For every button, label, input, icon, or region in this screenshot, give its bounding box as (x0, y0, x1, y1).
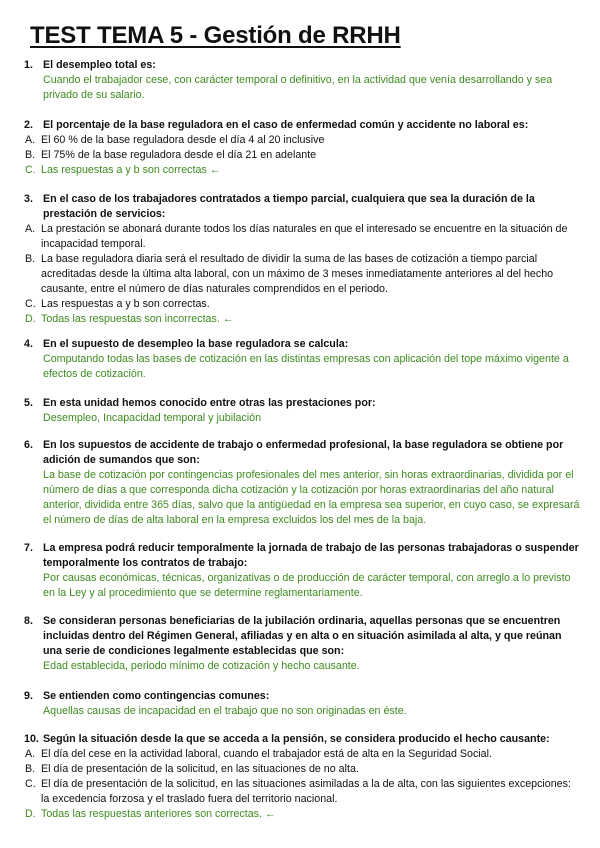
option-text: El día del cese en la actividad laboral, cuando el trabajador está de alta en la Seguridad Social. (41, 748, 492, 760)
option-letter: B. (25, 149, 36, 161)
question-number: 10. (24, 733, 39, 745)
option-b (24, 762, 580, 777)
option-text: Todas las respuestas son incorrectas. ← (41, 313, 234, 325)
question-header (24, 689, 580, 704)
option-letter: A. (25, 748, 36, 760)
option-b (24, 148, 580, 163)
answer-text: Computando todas las bases de cotización en las distintas empresas con aplicación del tope máximo vigente a efectos de cotización. (43, 353, 569, 380)
answer-text: La base de cotización por contingencias profesionales del mes anterior, sin horas extraordinarias, dividida por el número de días a que corresponda dicha cotización y la cotización por horas extraordinarias del año natural anterior, dividida entre 365 días, salvo que la antigüedad en la empresa sea superior, en cuyo caso, se expresará el número de días de alta laboral en la empresa excluidos los del mes de la baja. (43, 469, 580, 526)
question-text: El desempleo total es: (43, 59, 156, 71)
question-number: 4. (24, 338, 33, 350)
question-number: 7. (24, 542, 33, 554)
question-header (24, 58, 580, 73)
option-letter: B. (25, 253, 36, 265)
option-c (24, 297, 580, 312)
option-text: El 75% de la base reguladora desde el día 21 en adelante (41, 149, 317, 161)
option-letter: A. (25, 134, 36, 146)
option-text: El día de presentación de la solicitud, en las situaciones de no alta. (41, 763, 359, 775)
question-5 (24, 396, 580, 426)
option-b (24, 252, 580, 297)
answer-text: Edad establecida, periodo mínimo de cotización y hecho causante. (43, 660, 360, 672)
option-c (24, 777, 580, 807)
question-6 (24, 438, 580, 528)
question-7 (24, 541, 580, 601)
option-letter: D. (25, 808, 36, 820)
question-number: 1. (24, 59, 33, 71)
option-letter: D. (25, 313, 36, 325)
answer-text: Por causas económicas, técnicas, organizativas o de producción de carácter temporal, con arreglo a lo previsto en la Ley y al procedimiento que se determine reglamentariamente. (43, 572, 571, 599)
question-text: Se entienden como contingencias comunes: (43, 690, 270, 702)
option-c (24, 163, 580, 178)
question-header (24, 192, 580, 222)
question-9 (24, 689, 580, 719)
question-number: 5. (24, 397, 33, 409)
option-text: Las respuestas a y b son correctas. (41, 298, 210, 310)
question-text: La empresa podrá reducir temporalmente la jornada de trabajo de las personas trabajadoras o suspender temporalmente los contratos de trabajo: (43, 542, 579, 569)
answer-text: Aquellas causas de incapacidad en el trabajo que no son originadas en éste. (43, 705, 407, 717)
question-header (24, 732, 580, 747)
option-a (24, 222, 580, 252)
option-text: El 60 % de la base reguladora desde el día 4 al 20 inclusive (41, 134, 325, 146)
question-number: 2. (24, 119, 33, 131)
option-letter: C. (25, 298, 36, 310)
option-d (24, 807, 580, 822)
page-title: TEST TEMA 5 - Gestión de RRHH (30, 22, 401, 49)
question-number: 9. (24, 690, 33, 702)
question-number: 6. (24, 439, 33, 451)
option-a (24, 747, 580, 762)
question-number: 3. (24, 193, 33, 205)
question-header (24, 614, 580, 659)
question-header (24, 396, 580, 411)
question-header (24, 337, 580, 352)
question-number: 8. (24, 615, 33, 627)
question-text: En esta unidad hemos conocido entre otras las prestaciones por: (43, 397, 376, 409)
question-header (24, 118, 580, 133)
question-4 (24, 337, 580, 382)
option-text: Todas las respuestas anteriores son correctas. ← (41, 808, 276, 820)
question-3 (24, 192, 580, 327)
question-2 (24, 118, 580, 178)
question-text: En el caso de los trabajadores contratados a tiempo parcial, cualquiera que sea la duración de la prestación de servicios: (43, 193, 535, 220)
question-header (24, 438, 580, 468)
option-letter: C. (25, 778, 36, 790)
question-text: En los supuestos de accidente de trabajo o enfermedad profesional, la base reguladora se obtiene por adición de sumandos que son: (43, 439, 564, 466)
question-1 (24, 58, 580, 103)
option-a (24, 133, 580, 148)
option-text: La prestación se abonará durante todos los días naturales en que el interesado se encuentre en la situación de incapacidad temporal. (41, 223, 568, 250)
question-text: En el supuesto de desempleo la base reguladora se calcula: (43, 338, 349, 350)
option-text: Las respuestas a y b son correctas ← (41, 164, 221, 176)
answer-text: Desempleo, Incapacidad temporal y jubilación (43, 412, 262, 424)
option-d (24, 312, 580, 327)
question-8 (24, 614, 580, 674)
question-text: Se consideran personas beneficiarias de la jubilación ordinaria, aquellas personas que se encuentren incluidas dentro del Régimen General, afiliadas y en alta o en situación asimilada al alta, y que reúnan una serie de condiciones legalmente establecidas que son: (43, 615, 562, 657)
question-text: El porcentaje de la base reguladora en el caso de enfermedad común y accidente no laboral es: (43, 119, 529, 131)
option-text: El día de presentación de la solicitud, en las situaciones asimiladas a la de alta, con las siguientes excepciones: la excedencia forzosa y el traslado fuera del territorio nacional. (41, 778, 571, 805)
option-letter: B. (25, 763, 36, 775)
question-10 (24, 732, 580, 822)
option-letter: C. (25, 164, 36, 176)
question-header (24, 541, 580, 571)
option-letter: A. (25, 223, 36, 235)
option-text: La base reguladora diaria será el resultado de dividir la suma de las bases de cotización a tiempo parcial acreditadas desde la última alta laboral, con un máximo de 3 meses inmediatamente anteriores al del hecho causante, entre el número de días naturales comprendidos en el periodo. (41, 253, 554, 295)
answer-text: Cuando el trabajador cese, con carácter temporal o definitivo, en la actividad que venía desarrollando y sea privado de su salario. (43, 74, 553, 101)
question-text: Según la situación desde la que se acceda a la pensión, se considera producido el hecho causante: (43, 733, 550, 745)
